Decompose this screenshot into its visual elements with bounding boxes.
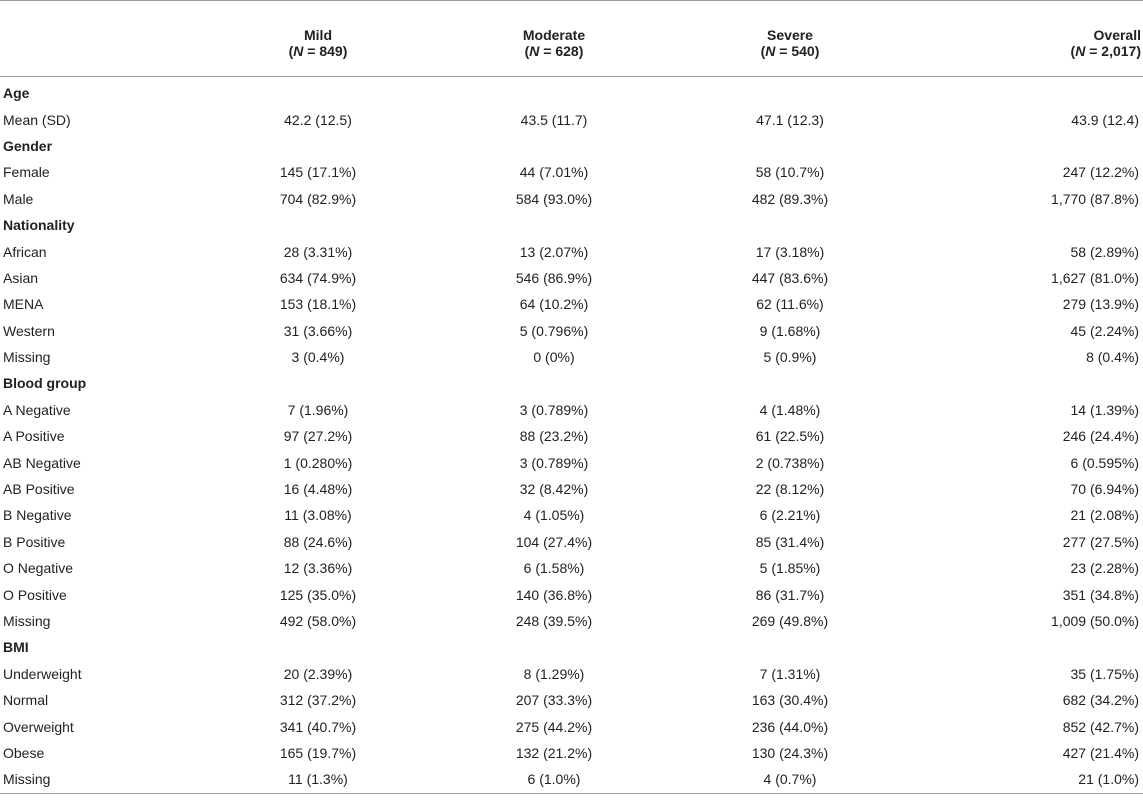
table-row: [0, 713, 1143, 739]
value-cell: 427 (21.4%): [1062, 744, 1139, 761]
value-cell: 4 (0.7%): [672, 766, 908, 793]
section-title: Gender: [3, 137, 53, 154]
row-label: Western: [3, 322, 55, 339]
value-cell: 279 (13.9%): [1062, 296, 1139, 313]
section-title: Age: [3, 85, 30, 102]
value-cell: 32 (8.42%): [519, 481, 589, 498]
value-cell: 22 (8.12%): [755, 481, 825, 498]
n-symbol: N: [293, 43, 304, 59]
value-cell: 47.1 (12.3): [756, 111, 824, 128]
table-body: [0, 77, 1143, 794]
value-cell: 492 (58.0%): [279, 613, 357, 629]
row-label: MENA: [3, 296, 44, 313]
row-label: Normal: [3, 692, 49, 709]
header-row-counts: [0, 43, 1143, 77]
value-cell: 6 (0.595%): [1070, 454, 1139, 471]
value-cell: 21 (1.0%): [908, 766, 1143, 793]
row-label: Asian: [3, 269, 39, 286]
value-cell: 1,770 (87.8%): [1051, 190, 1139, 207]
value-cell: 9 (1.68%): [759, 322, 821, 339]
value-cell: 11 (1.3%): [200, 766, 436, 793]
row-label: Missing: [3, 349, 51, 366]
value-cell: 70 (6.94%): [1070, 481, 1139, 498]
n-value: 2,017: [1101, 43, 1137, 59]
header-overall: Overall: [908, 1, 1143, 44]
value-cell: 6 (2.21%): [759, 507, 821, 524]
row-label: African: [3, 243, 47, 260]
value-cell: 3 (0.789%): [519, 401, 589, 418]
value-cell: 341 (40.7%): [279, 718, 357, 735]
section-title: BMI: [3, 639, 29, 656]
value-cell: 64 (10.2%): [519, 296, 589, 313]
value-cell: 6 (1.58%): [523, 560, 585, 577]
value-cell: 13 (2.07%): [519, 243, 589, 260]
value-cell: 23 (2.28%): [1070, 560, 1139, 577]
row-label: Obese: [3, 744, 45, 761]
table-row: [0, 766, 1143, 793]
value-cell: 3 (0.789%): [519, 454, 589, 471]
value-cell: 246 (24.4%): [1062, 428, 1139, 445]
row-label: A Positive: [3, 428, 65, 445]
value-cell: 2 (0.738%): [755, 454, 825, 471]
row-label: AB Negative: [3, 454, 81, 471]
row-label: B Negative: [3, 507, 72, 524]
n-value: 540: [791, 43, 815, 59]
header-severe: Severe: [672, 1, 908, 44]
value-cell: 28 (3.31%): [283, 243, 353, 260]
row-label: A Negative: [3, 401, 71, 418]
value-cell: 634 (74.9%): [279, 269, 357, 286]
value-cell: 97 (27.2%): [283, 428, 353, 445]
n-symbol: N: [529, 43, 540, 59]
n-symbol: N: [765, 43, 776, 59]
row-label: Missing: [3, 613, 51, 629]
n-value: 849: [319, 43, 343, 59]
row-label: Underweight: [3, 665, 82, 682]
value-cell: 8 (1.29%): [523, 665, 585, 682]
table-row: [0, 238, 1143, 264]
value-cell: 43.5 (11.7): [520, 111, 588, 128]
table-row: [0, 449, 1143, 475]
value-cell: 247 (12.2%): [1062, 164, 1139, 181]
table-row: [0, 687, 1143, 713]
value-cell: 165 (19.7%): [279, 744, 357, 761]
value-cell: 20 (2.39%): [283, 665, 353, 682]
value-cell: 62 (11.6%): [756, 296, 824, 313]
value-cell: 140 (36.8%): [515, 586, 593, 603]
value-cell: 14 (1.39%): [1070, 401, 1139, 418]
table-row: [0, 159, 1143, 185]
value-cell: 88 (23.2%): [519, 428, 589, 445]
value-cell: 7 (1.96%): [287, 401, 349, 418]
table-row: [0, 740, 1143, 766]
value-cell: 125 (35.0%): [279, 586, 357, 603]
value-cell: 132 (21.2%): [515, 744, 593, 761]
value-cell: 852 (42.7%): [1062, 718, 1139, 735]
value-cell: 145 (17.1%): [279, 164, 357, 181]
row-label: Overweight: [3, 718, 74, 735]
value-cell: 682 (34.2%): [1062, 692, 1139, 709]
value-cell: 275 (44.2%): [515, 718, 593, 735]
table-row: [0, 186, 1143, 212]
value-cell: 1,627 (81.0%): [1051, 269, 1139, 286]
value-cell: 704 (82.9%): [279, 190, 357, 207]
value-cell: 35 (1.75%): [1070, 665, 1139, 682]
header-empty-cell: [0, 1, 200, 44]
n-symbol: N: [1075, 43, 1086, 59]
row-label: Male: [3, 190, 34, 207]
value-cell: 236 (44.0%): [751, 718, 829, 735]
header-n-mild: (N = 849): [200, 43, 436, 77]
table-row: [0, 555, 1143, 581]
table-row: [0, 476, 1143, 502]
value-cell: 269 (49.8%): [751, 613, 829, 629]
value-cell: 31 (3.66%): [283, 322, 353, 339]
table-row: [0, 344, 1143, 370]
row-label: O Negative: [3, 560, 74, 577]
row-label: O Positive: [3, 586, 67, 603]
table-row: [0, 318, 1143, 344]
value-cell: 61 (22.5%): [755, 428, 825, 445]
value-cell: 351 (34.8%): [1062, 586, 1139, 603]
header-n-severe: (N = 540): [672, 43, 908, 77]
value-cell: 4 (1.05%): [523, 507, 585, 524]
table-row: [0, 397, 1143, 423]
row-label: AB Positive: [3, 481, 75, 498]
value-cell: 277 (27.5%): [1062, 533, 1139, 550]
table-row: [0, 661, 1143, 687]
value-cell: 16 (4.48%): [283, 481, 353, 498]
value-cell: 45 (2.24%): [1070, 322, 1139, 339]
value-cell: 130 (24.3%): [751, 744, 829, 761]
value-cell: 7 (1.31%): [759, 665, 821, 682]
table-row: [0, 106, 1143, 132]
table-row: [0, 502, 1143, 528]
value-cell: 6 (1.0%): [436, 766, 672, 793]
row-label: Mean (SD): [3, 111, 71, 128]
row-label: Missing: [0, 766, 200, 793]
n-value: 628: [555, 43, 579, 59]
value-cell: 5 (0.9%): [763, 349, 817, 366]
value-cell: 0 (0%): [533, 349, 575, 366]
value-cell: 85 (31.4%): [755, 533, 825, 550]
row-label: Female: [3, 164, 50, 181]
value-cell: 12 (3.36%): [283, 560, 353, 577]
value-cell: 104 (27.4%): [515, 533, 593, 550]
value-cell: 153 (18.1%): [279, 296, 357, 313]
value-cell: 21 (2.08%): [1070, 507, 1139, 524]
value-cell: 584 (93.0%): [515, 190, 593, 207]
value-cell: 44 (7.01%): [519, 164, 589, 181]
value-cell: 3 (0.4%): [291, 349, 345, 366]
value-cell: 86 (31.7%): [755, 586, 825, 603]
value-cell: 482 (89.3%): [751, 190, 829, 207]
value-cell: 58 (2.89%): [1070, 243, 1139, 260]
value-cell: 1 (0.280%): [283, 454, 353, 471]
value-cell: 17 (3.18%): [755, 243, 825, 260]
value-cell: 546 (86.9%): [515, 269, 593, 286]
value-cell: 42.2 (12.5): [284, 111, 352, 128]
value-cell: 88 (24.6%): [283, 533, 353, 550]
section-header-row: [0, 77, 1143, 107]
section-header-row: [0, 370, 1143, 396]
value-cell: 5 (0.796%): [519, 322, 589, 339]
table-row: [0, 291, 1143, 317]
header-row-names: [0, 1, 1143, 44]
section-title: Nationality: [3, 217, 75, 234]
section-title: Blood group: [3, 375, 87, 392]
table-row: [0, 423, 1143, 449]
value-cell: 447 (83.6%): [751, 269, 829, 286]
table-header: [0, 1, 1143, 77]
section-header-row: [0, 133, 1143, 159]
value-cell: 58 (10.7%): [755, 164, 825, 181]
table-row: [0, 608, 1143, 634]
section-header-row: [0, 634, 1143, 660]
table-row: [0, 529, 1143, 555]
header-empty-cell: [0, 43, 200, 77]
header-moderate: Moderate: [436, 1, 672, 44]
table-row: [0, 581, 1143, 607]
value-cell: 248 (39.5%): [515, 613, 593, 629]
value-cell: 4 (1.48%): [759, 401, 821, 418]
value-cell: 5 (1.85%): [759, 560, 821, 577]
value-cell: 1,009 (50.0%): [1051, 613, 1139, 629]
section-header-row: [0, 212, 1143, 238]
row-label: B Positive: [3, 533, 66, 550]
header-n-moderate: (N = 628): [436, 43, 672, 77]
header-mild: Mild: [200, 1, 436, 44]
value-cell: 11 (3.08%): [284, 507, 352, 524]
header-n-overall: (N = 2,017): [908, 43, 1143, 77]
value-cell: 8 (0.4%): [1086, 349, 1139, 366]
value-cell: 312 (37.2%): [279, 692, 357, 709]
value-cell: 207 (33.3%): [515, 692, 593, 709]
value-cell: 163 (30.4%): [751, 692, 829, 709]
table-row: [0, 265, 1143, 291]
value-cell: 43.9 (12.4): [1071, 111, 1139, 128]
